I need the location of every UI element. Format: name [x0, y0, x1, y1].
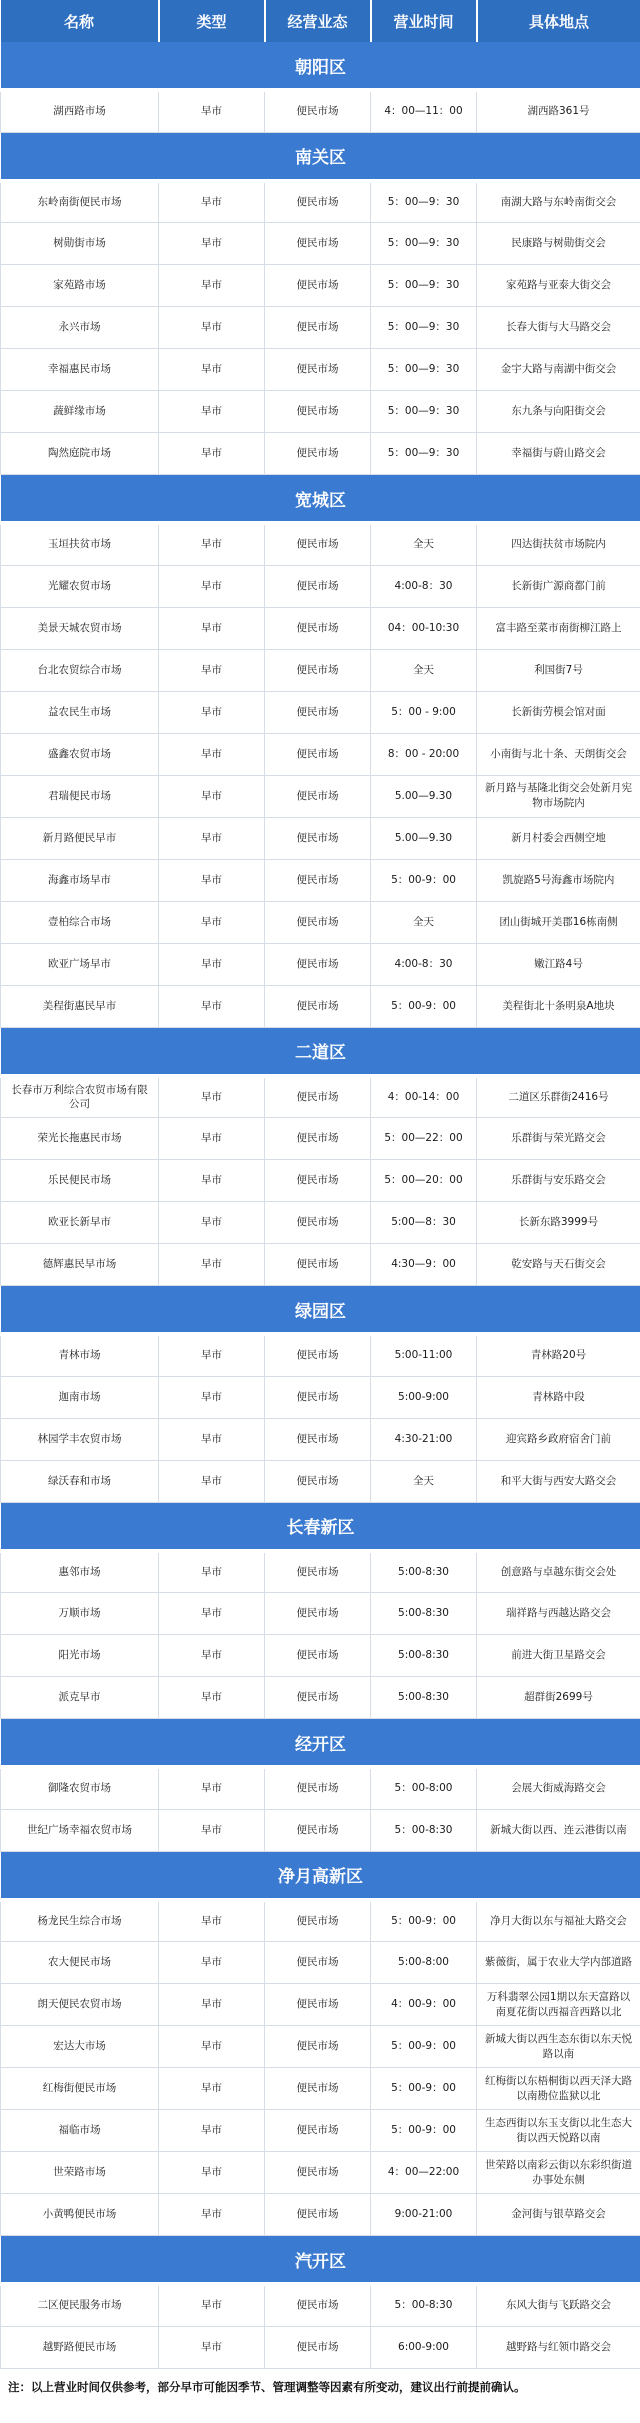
cell-business: 便民市场	[265, 2068, 371, 2110]
cell-business: 便民市场	[265, 2110, 371, 2152]
district-name: 二道区	[1, 1027, 640, 1076]
cell-name: 树勋街市场	[1, 223, 159, 265]
cell-type: 早市	[159, 223, 265, 265]
cell-hours: 全天	[371, 649, 477, 691]
cell-hours: 5：00—22：00	[371, 1118, 477, 1160]
cell-business: 便民市场	[265, 859, 371, 901]
cell-type: 早市	[159, 2284, 265, 2326]
cell-business: 便民市场	[265, 2194, 371, 2236]
cell-business: 便民市场	[265, 1160, 371, 1202]
district-header	[1, 42, 640, 90]
cell-location: 紫薇街，属于农业大学内部道路	[477, 1942, 640, 1984]
table-row	[1, 1418, 640, 1460]
cell-business: 便民市场	[265, 1118, 371, 1160]
header-name: 名称	[1, 0, 159, 42]
cell-name: 德辉惠民早市场	[1, 1244, 159, 1286]
table-row	[1, 1809, 640, 1851]
cell-type: 早市	[159, 1809, 265, 1851]
cell-type: 早市	[159, 859, 265, 901]
cell-location: 乐群街与安乐路交会	[477, 1160, 640, 1202]
cell-location: 创意路与卓越东街交会处	[477, 1551, 640, 1593]
table-row	[1, 90, 640, 132]
cell-name: 玉垣扶贫市场	[1, 523, 159, 565]
district-header	[1, 1719, 640, 1768]
district-header	[1, 475, 640, 524]
cell-business: 便民市场	[265, 1942, 371, 1984]
cell-location: 前进大街卫星路交会	[477, 1635, 640, 1677]
cell-name: 朗天便民农贸市场	[1, 1984, 159, 2026]
cell-location: 小南街与北十条、天朗街交会	[477, 733, 640, 775]
cell-business: 便民市场	[265, 2026, 371, 2068]
cell-name: 欧亚长新早市	[1, 1202, 159, 1244]
cell-name: 世纪广场幸福农贸市场	[1, 1809, 159, 1851]
cell-type: 早市	[159, 2068, 265, 2110]
cell-hours: 4:30-21:00	[371, 1418, 477, 1460]
cell-location: 新月村委会西侧空地	[477, 817, 640, 859]
cell-location: 长新街劳模会馆对面	[477, 691, 640, 733]
cell-hours: 5：00-8:30	[371, 1809, 477, 1851]
cell-business: 便民市场	[265, 1809, 371, 1851]
district-name: 长春新区	[1, 1502, 640, 1551]
cell-hours: 全天	[371, 523, 477, 565]
cell-location: 湖西路361号	[477, 90, 640, 132]
cell-hours: 5：00 - 9:00	[371, 691, 477, 733]
cell-hours: 9:00-21:00	[371, 2194, 477, 2236]
cell-type: 早市	[159, 691, 265, 733]
cell-name: 林园学丰农贸市场	[1, 1418, 159, 1460]
cell-hours: 5：00-8:30	[371, 2284, 477, 2326]
cell-hours: 全天	[371, 1460, 477, 1502]
cell-location: 净月大街以东与福祉大路交会	[477, 1900, 640, 1942]
cell-type: 早市	[159, 523, 265, 565]
cell-type: 早市	[159, 1677, 265, 1719]
cell-name: 君瑞便民市场	[1, 775, 159, 817]
table-row	[1, 649, 640, 691]
cell-name: 福临市场	[1, 2110, 159, 2152]
cell-type: 早市	[159, 775, 265, 817]
cell-hours: 5：00-8:00	[371, 1767, 477, 1809]
cell-type: 早市	[159, 2326, 265, 2368]
cell-name: 家苑路市场	[1, 265, 159, 307]
cell-name: 派克早市	[1, 1677, 159, 1719]
table-row	[1, 1376, 640, 1418]
cell-hours: 5：00—9：30	[371, 307, 477, 349]
table-row	[1, 1767, 640, 1809]
cell-type: 早市	[159, 1767, 265, 1809]
table-row	[1, 307, 640, 349]
cell-hours: 8：00 - 20:00	[371, 733, 477, 775]
header-business: 经营业态	[265, 0, 371, 42]
header-hours: 营业时间	[371, 0, 477, 42]
cell-type: 早市	[159, 349, 265, 391]
cell-hours: 5：00—9：30	[371, 223, 477, 265]
cell-name: 万顺市场	[1, 1593, 159, 1635]
district-name: 绿园区	[1, 1286, 640, 1335]
cell-hours: 4：00-9：00	[371, 1984, 477, 2026]
cell-name: 盛鑫农贸市场	[1, 733, 159, 775]
cell-name: 蔬鲜缘市场	[1, 391, 159, 433]
cell-business: 便民市场	[265, 1593, 371, 1635]
cell-name: 青林市场	[1, 1334, 159, 1376]
cell-name: 越野路便民市场	[1, 2326, 159, 2368]
table-row	[1, 181, 640, 223]
cell-hours: 5:00-8:00	[371, 1942, 477, 1984]
cell-business: 便民市场	[265, 1460, 371, 1502]
cell-business: 便民市场	[265, 391, 371, 433]
cell-type: 早市	[159, 1076, 265, 1118]
cell-business: 便民市场	[265, 1334, 371, 1376]
cell-type: 早市	[159, 1984, 265, 2026]
cell-business: 便民市场	[265, 1677, 371, 1719]
cell-business: 便民市场	[265, 1076, 371, 1118]
table-row	[1, 1635, 640, 1677]
cell-hours: 5：00-9：00	[371, 2068, 477, 2110]
cell-hours: 5：00—9：30	[371, 349, 477, 391]
cell-type: 早市	[159, 265, 265, 307]
cell-type: 早市	[159, 391, 265, 433]
cell-name: 永兴市场	[1, 307, 159, 349]
table-row	[1, 391, 640, 433]
cell-business: 便民市场	[265, 985, 371, 1027]
cell-name: 益农民生市场	[1, 691, 159, 733]
cell-business: 便民市场	[265, 181, 371, 223]
cell-name: 美景天城农贸市场	[1, 607, 159, 649]
cell-hours: 4：00—22:00	[371, 2152, 477, 2194]
cell-name: 小黄鸭便民市场	[1, 2194, 159, 2236]
cell-name: 乐民便民市场	[1, 1160, 159, 1202]
cell-business: 便民市场	[265, 565, 371, 607]
table-row	[1, 691, 640, 733]
cell-hours: 5:00-11:00	[371, 1334, 477, 1376]
cell-location: 世荣路以南彩云街以东彩织街道办事处东侧	[477, 2152, 640, 2194]
cell-name: 阳光市场	[1, 1635, 159, 1677]
cell-location: 红梅街以东梧桐街以西天泽大路以南勘位监狱以北	[477, 2068, 640, 2110]
cell-name: 光耀农贸市场	[1, 565, 159, 607]
cell-business: 便民市场	[265, 649, 371, 691]
cell-name: 湖西路市场	[1, 90, 159, 132]
cell-type: 早市	[159, 1376, 265, 1418]
cell-type: 早市	[159, 1118, 265, 1160]
cell-hours: 5：00-9：00	[371, 985, 477, 1027]
cell-hours: 4:00-8：30	[371, 943, 477, 985]
cell-location: 长新东路3999号	[477, 1202, 640, 1244]
cell-hours: 5：00-9：00	[371, 859, 477, 901]
table-row	[1, 1334, 640, 1376]
cell-location: 新月路与基隆北街交会处新月宪物市场院内	[477, 775, 640, 817]
district-name: 净月高新区	[1, 1851, 640, 1900]
table-header	[1, 0, 640, 42]
cell-type: 早市	[159, 733, 265, 775]
cell-hours: 5：00—9：30	[371, 433, 477, 475]
table-row	[1, 2284, 640, 2326]
cell-business: 便民市场	[265, 1635, 371, 1677]
cell-business: 便民市场	[265, 1376, 371, 1418]
cell-name: 红梅街便民市场	[1, 2068, 159, 2110]
cell-type: 早市	[159, 1900, 265, 1942]
cell-type: 早市	[159, 1635, 265, 1677]
cell-business: 便民市场	[265, 817, 371, 859]
cell-type: 早市	[159, 943, 265, 985]
cell-business: 便民市场	[265, 307, 371, 349]
table-row	[1, 985, 640, 1027]
cell-name: 海鑫市场早市	[1, 859, 159, 901]
district-name: 南关区	[1, 132, 640, 181]
cell-hours: 5:00-9:00	[371, 1376, 477, 1418]
cell-name: 二区便民服务市场	[1, 2284, 159, 2326]
cell-name: 新月路便民早市	[1, 817, 159, 859]
cell-location: 团山街城开美郡16栋南侧	[477, 901, 640, 943]
cell-location: 迎宾路乡政府宿舍门前	[477, 1418, 640, 1460]
cell-business: 便民市场	[265, 607, 371, 649]
cell-business: 便民市场	[265, 1202, 371, 1244]
table-row	[1, 349, 640, 391]
cell-business: 便民市场	[265, 349, 371, 391]
cell-location: 万科翡翠公园1期以东天富路以南夏花街以西福音西路以北	[477, 1984, 640, 2026]
table-row	[1, 1118, 640, 1160]
table-row	[1, 2110, 640, 2152]
cell-location: 金宇大路与南湖中街交会	[477, 349, 640, 391]
cell-type: 早市	[159, 649, 265, 691]
district-header	[1, 1502, 640, 1551]
cell-business: 便民市场	[265, 265, 371, 307]
cell-hours: 5：00—9：30	[371, 265, 477, 307]
cell-type: 早市	[159, 1334, 265, 1376]
cell-location: 青林路中段	[477, 1376, 640, 1418]
table-row	[1, 2152, 640, 2194]
cell-location: 凯旋路5号海鑫市场院内	[477, 859, 640, 901]
header-location: 具体地点	[477, 0, 640, 42]
cell-hours: 5：00-9：00	[371, 2110, 477, 2152]
cell-hours: 4：00-14：00	[371, 1076, 477, 1118]
cell-type: 早市	[159, 985, 265, 1027]
cell-location: 利国街7号	[477, 649, 640, 691]
cell-name: 壹柏综合市场	[1, 901, 159, 943]
cell-type: 早市	[159, 2110, 265, 2152]
cell-name: 宏达大市场	[1, 2026, 159, 2068]
cell-name: 陶然庭院市场	[1, 433, 159, 475]
cell-type: 早市	[159, 565, 265, 607]
cell-business: 便民市场	[265, 1551, 371, 1593]
cell-location: 四达街扶贫市场院内	[477, 523, 640, 565]
cell-location: 二道区乐群街2416号	[477, 1076, 640, 1118]
cell-location: 瑞祥路与西越达路交会	[477, 1593, 640, 1635]
table-row	[1, 1677, 640, 1719]
district-header	[1, 132, 640, 181]
cell-business: 便民市场	[265, 90, 371, 132]
cell-location: 南湖大路与东岭南街交会	[477, 181, 640, 223]
cell-name: 绿沃春和市场	[1, 1460, 159, 1502]
district-header	[1, 1851, 640, 1900]
cell-location: 超群街2699号	[477, 1677, 640, 1719]
table-row	[1, 523, 640, 565]
cell-location: 家苑路与亚泰大街交会	[477, 265, 640, 307]
cell-location: 长春大街与大马路交会	[477, 307, 640, 349]
cell-type: 早市	[159, 901, 265, 943]
table-row	[1, 1244, 640, 1286]
footnote: 注：以上营业时间仅供参考，部分早市可能因季节、管理调整等因素有所变动，建议出行前提前确认。	[8, 2379, 526, 2394]
table-body	[1, 42, 640, 2368]
cell-business: 便民市场	[265, 1418, 371, 1460]
cell-location: 新城大街以西、连云港街以南	[477, 1809, 640, 1851]
cell-location: 越野路与红领巾路交会	[477, 2326, 640, 2368]
cell-type: 早市	[159, 2194, 265, 2236]
cell-location: 新城大街以西生态东街以东天悦路以南	[477, 2026, 640, 2068]
cell-hours: 5：00-9：00	[371, 1900, 477, 1942]
cell-business: 便民市场	[265, 1244, 371, 1286]
table-row	[1, 2194, 640, 2236]
cell-business: 便民市场	[265, 733, 371, 775]
cell-name: 台北农贸综合市场	[1, 649, 159, 691]
table-row	[1, 565, 640, 607]
district-name: 经开区	[1, 1719, 640, 1768]
table-row	[1, 607, 640, 649]
cell-hours: 5：00—9：30	[371, 391, 477, 433]
table-row	[1, 901, 640, 943]
district-header	[1, 2236, 640, 2285]
table-row	[1, 817, 640, 859]
header-type: 类型	[159, 0, 265, 42]
cell-location: 生态西街以东玉支街以北生态大街以西天悦路以南	[477, 2110, 640, 2152]
cell-business: 便民市场	[265, 433, 371, 475]
cell-name: 欧亚广场早市	[1, 943, 159, 985]
cell-hours: 4:00-8：30	[371, 565, 477, 607]
table-row	[1, 775, 640, 817]
cell-type: 早市	[159, 90, 265, 132]
cell-location: 会展大街威海路交会	[477, 1767, 640, 1809]
cell-hours: 5.00—9.30	[371, 817, 477, 859]
table-row	[1, 1160, 640, 1202]
cell-location: 富丰路至菜市南街柳江路上	[477, 607, 640, 649]
cell-type: 早市	[159, 1593, 265, 1635]
table-row	[1, 2068, 640, 2110]
cell-location: 嫩江路4号	[477, 943, 640, 985]
cell-hours: 5:00-8:30	[371, 1551, 477, 1593]
cell-business: 便民市场	[265, 2326, 371, 2368]
cell-business: 便民市场	[265, 901, 371, 943]
district-name: 汽开区	[1, 2236, 640, 2285]
cell-name: 幸福惠民市场	[1, 349, 159, 391]
cell-location: 美程街北十条明泉A地块	[477, 985, 640, 1027]
district-header	[1, 1286, 640, 1335]
cell-name: 长春市万利综合农贸市场有限公司	[1, 1076, 159, 1118]
cell-business: 便民市场	[265, 2152, 371, 2194]
table-row	[1, 2326, 640, 2368]
cell-business: 便民市场	[265, 223, 371, 265]
cell-hours: 4:30—9：00	[371, 1244, 477, 1286]
table-row	[1, 1900, 640, 1942]
cell-name: 美程街惠民早市	[1, 985, 159, 1027]
cell-type: 早市	[159, 1551, 265, 1593]
cell-hours: 5:00—8：30	[371, 1202, 477, 1244]
cell-type: 早市	[159, 1460, 265, 1502]
cell-hours: 5:00-8:30	[371, 1635, 477, 1677]
cell-hours: 全天	[371, 901, 477, 943]
table-row	[1, 1984, 640, 2026]
cell-hours: 5:00-8:30	[371, 1593, 477, 1635]
cell-business: 便民市场	[265, 1900, 371, 1942]
table-row	[1, 1202, 640, 1244]
cell-location: 东风大街与飞跃路交会	[477, 2284, 640, 2326]
cell-business: 便民市场	[265, 943, 371, 985]
cell-name: 荣光长拖惠民市场	[1, 1118, 159, 1160]
table-row	[1, 2026, 640, 2068]
cell-location: 民康路与树勋街交会	[477, 223, 640, 265]
cell-location: 乐群街与荣光路交会	[477, 1118, 640, 1160]
district-name: 朝阳区	[1, 42, 640, 90]
cell-name: 迦南市场	[1, 1376, 159, 1418]
cell-business: 便民市场	[265, 523, 371, 565]
cell-hours: 5：00—9：30	[371, 181, 477, 223]
cell-name: 农大便民市场	[1, 1942, 159, 1984]
table-row	[1, 943, 640, 985]
cell-hours: 4：00—11：00	[371, 90, 477, 132]
cell-hours: 5：00—20：00	[371, 1160, 477, 1202]
cell-hours: 5：00-9：00	[371, 2026, 477, 2068]
cell-type: 早市	[159, 607, 265, 649]
cell-type: 早市	[159, 1418, 265, 1460]
cell-business: 便民市场	[265, 775, 371, 817]
cell-name: 惠邻市场	[1, 1551, 159, 1593]
cell-type: 早市	[159, 1244, 265, 1286]
cell-location: 青林路20号	[477, 1334, 640, 1376]
cell-type: 早市	[159, 1942, 265, 1984]
table-row	[1, 1076, 640, 1118]
district-name: 宽城区	[1, 475, 640, 524]
cell-name: 东岭南街便民市场	[1, 181, 159, 223]
cell-location: 长新街广源商都门前	[477, 565, 640, 607]
cell-name: 御隆农贸市场	[1, 1767, 159, 1809]
cell-type: 早市	[159, 1202, 265, 1244]
cell-type: 早市	[159, 307, 265, 349]
cell-type: 早市	[159, 433, 265, 475]
table-row	[1, 1942, 640, 1984]
table-row	[1, 1460, 640, 1502]
cell-type: 早市	[159, 2152, 265, 2194]
cell-hours: 6:00-9:00	[371, 2326, 477, 2368]
district-header	[1, 1027, 640, 1076]
cell-type: 早市	[159, 817, 265, 859]
table-row	[1, 265, 640, 307]
cell-location: 乾安路与天石街交会	[477, 1244, 640, 1286]
cell-location: 金河街与银草路交会	[477, 2194, 640, 2236]
cell-business: 便民市场	[265, 2284, 371, 2326]
cell-business: 便民市场	[265, 1767, 371, 1809]
table-row	[1, 433, 640, 475]
cell-hours: 5.00—9.30	[371, 775, 477, 817]
table-row	[1, 733, 640, 775]
cell-type: 早市	[159, 1160, 265, 1202]
cell-name: 杨龙民生综合市场	[1, 1900, 159, 1942]
cell-location: 和平大街与西安大路交会	[477, 1460, 640, 1502]
cell-location: 东九条与向阳街交会	[477, 391, 640, 433]
table-row	[1, 1551, 640, 1593]
cell-business: 便民市场	[265, 691, 371, 733]
cell-location: 幸福街与蔚山路交会	[477, 433, 640, 475]
table-row	[1, 859, 640, 901]
cell-name: 世荣路市场	[1, 2152, 159, 2194]
cell-hours: 04：00-10:30	[371, 607, 477, 649]
cell-hours: 5:00-8:30	[371, 1677, 477, 1719]
cell-type: 早市	[159, 2026, 265, 2068]
cell-type: 早市	[159, 181, 265, 223]
table-row	[1, 1593, 640, 1635]
table-row	[1, 223, 640, 265]
cell-business: 便民市场	[265, 1984, 371, 2026]
